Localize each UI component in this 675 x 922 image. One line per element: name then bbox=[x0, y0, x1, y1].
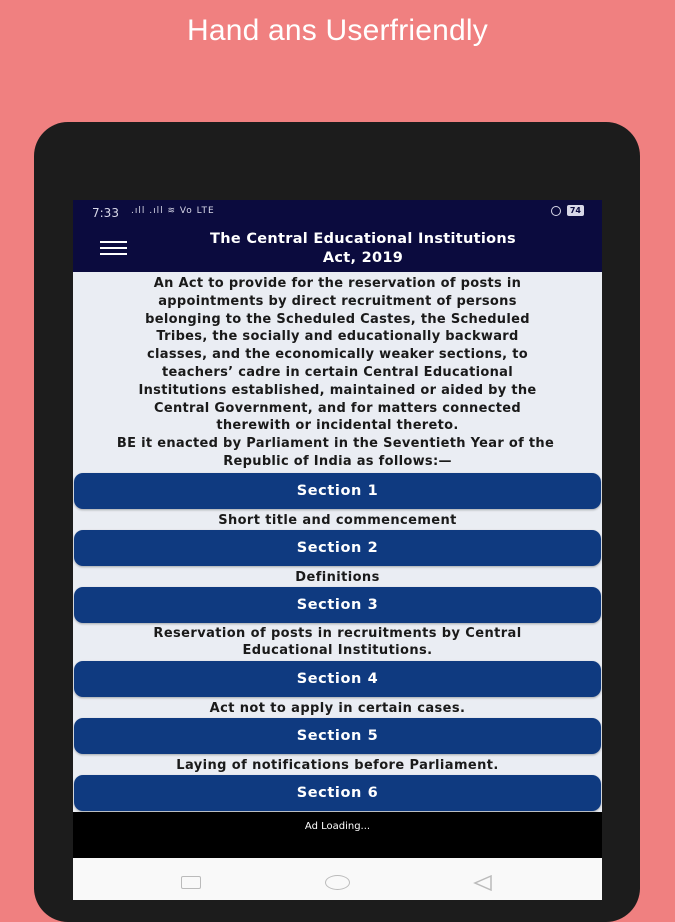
navigation-bar bbox=[73, 858, 602, 900]
section-1-description: Short title and commencement bbox=[218, 513, 457, 528]
preamble-line: appointments by direct recruitment of persons bbox=[158, 293, 517, 309]
section-5-description: Laying of notifications before Parliament. bbox=[176, 758, 499, 773]
preamble-line: teachers’ cadre in certain Central Educational bbox=[162, 364, 513, 380]
status-bar bbox=[73, 200, 602, 226]
section-3-button[interactable]: Section 3 bbox=[74, 587, 601, 623]
data-saver-icon bbox=[551, 206, 561, 216]
section-2-button[interactable]: Section 2 bbox=[74, 530, 601, 566]
promo-title: Hand ans Userfriendly bbox=[186, 14, 488, 47]
section-4-description: Act not to apply in certain cases. bbox=[209, 701, 466, 716]
menu-icon[interactable] bbox=[100, 241, 127, 257]
section-6-button[interactable]: Section 6 bbox=[74, 775, 601, 811]
preamble-line: An Act to provide for the reservation of posts in bbox=[153, 276, 522, 291]
status-time: 7:33 bbox=[92, 206, 119, 220]
preamble-line: therewith or incidental thereto. bbox=[216, 418, 459, 434]
preamble-line: classes, and the economically weaker sections, to bbox=[147, 347, 528, 363]
section-2-description: Definitions bbox=[295, 570, 380, 585]
signal-icon: .ıll .ıll ≋ Vo LTE bbox=[131, 206, 215, 216]
preamble-line: Central Government, and for matters connected bbox=[154, 400, 521, 416]
act-preamble bbox=[73, 275, 602, 471]
battery-icon: 74 bbox=[567, 205, 584, 216]
enactment-line: Republic of India as follows:— bbox=[223, 453, 452, 469]
app-title-line1: The Central Educational Institutions bbox=[210, 231, 516, 247]
app-title-line2: Act, 2019 bbox=[322, 250, 404, 266]
section-1-button[interactable]: Section 1 bbox=[74, 473, 601, 509]
preamble-line: Tribes, the socially and educationally backward bbox=[156, 329, 519, 345]
app-title bbox=[163, 230, 563, 268]
back-icon[interactable] bbox=[473, 875, 493, 891]
app-screen bbox=[73, 200, 602, 900]
section-5-button[interactable]: Section 5 bbox=[74, 718, 601, 754]
status-indicators bbox=[551, 205, 584, 216]
enactment-line: BE it enacted by Parliament in the Seventieth Year of the bbox=[116, 436, 555, 452]
preamble-line: Institutions established, maintained or aided by the bbox=[138, 382, 537, 398]
home-icon[interactable] bbox=[325, 875, 350, 890]
ad-banner[interactable]: Ad Loading... bbox=[73, 812, 602, 858]
recent-apps-icon[interactable] bbox=[181, 876, 201, 889]
section-4-button[interactable]: Section 4 bbox=[74, 661, 601, 697]
app-bar bbox=[73, 226, 602, 272]
preamble-line: belonging to the Scheduled Castes, the Scheduled bbox=[145, 311, 530, 327]
section-3-description: Reservation of posts in recruitments by Central Educational Institutions. bbox=[153, 626, 522, 658]
